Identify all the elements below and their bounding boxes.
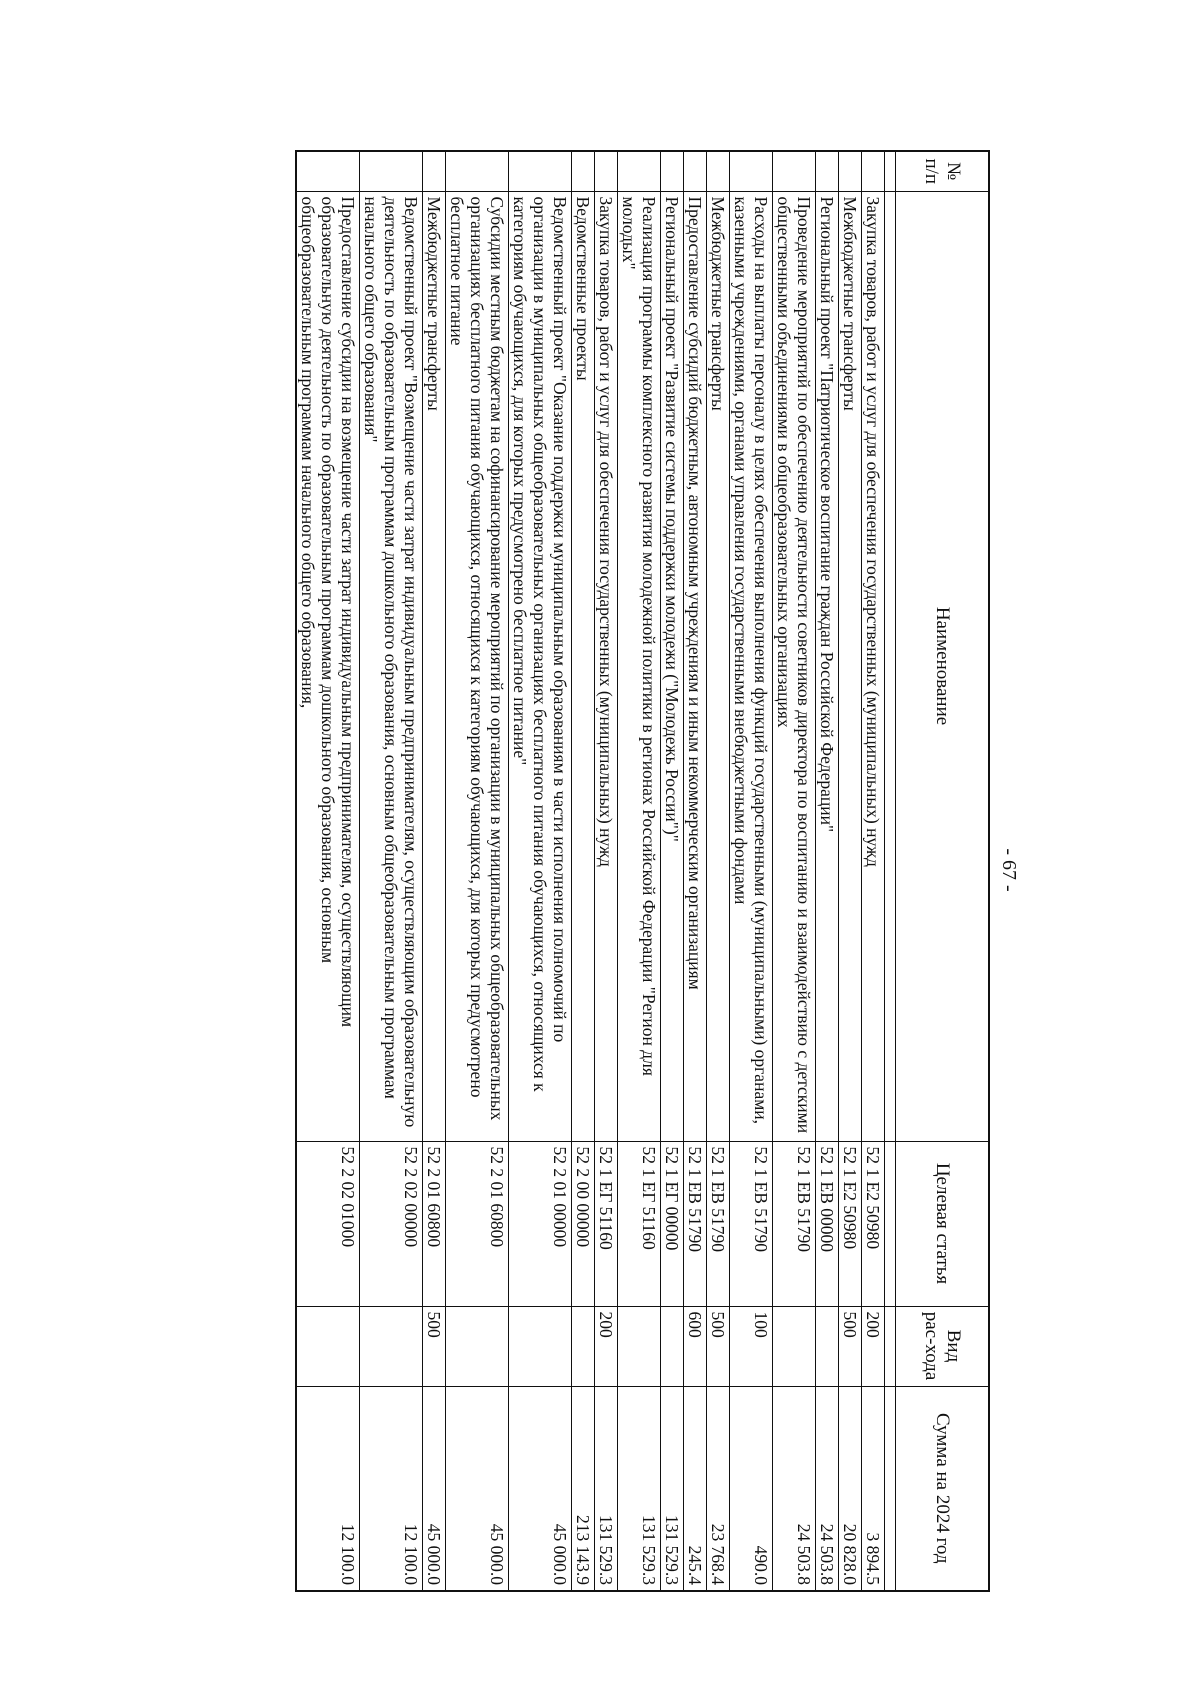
row-num-cell <box>595 151 618 191</box>
header-name: Наименование <box>896 191 990 1141</box>
table-row <box>446 151 509 1591</box>
row-kind-cell <box>360 1306 423 1386</box>
row-kind-cell: 500 <box>839 1306 862 1386</box>
row-sum-cell: 24 503.8 <box>773 1386 816 1591</box>
table-row <box>862 151 885 1591</box>
table-row <box>707 151 730 1591</box>
table-row <box>839 151 862 1591</box>
row-target-cell: 52 1 ЕВ 00000 <box>816 1141 839 1306</box>
row-target-cell: 52 1 ЕВ 51790 <box>707 1141 730 1306</box>
table-row <box>572 151 595 1591</box>
row-sum-cell: 12 100.0 <box>296 1386 360 1591</box>
row-name-cell: Закупка товаров, работ и услуг для обеспечения государственных (муниципальных) нужд <box>862 191 885 1141</box>
row-num-cell <box>862 151 885 191</box>
header-row <box>896 151 990 1591</box>
row-kind-cell <box>816 1306 839 1386</box>
row-name-cell: Межбюджетные трансферты <box>839 191 862 1141</box>
row-num-cell <box>661 151 684 191</box>
row-target-cell: 52 2 02 01000 <box>296 1141 360 1306</box>
row-num-cell <box>296 151 360 191</box>
table-row <box>360 151 423 1591</box>
table-row <box>684 151 707 1591</box>
row-sum-cell: 12 100.0 <box>360 1386 423 1591</box>
row-target-cell: 52 2 01 00000 <box>509 1141 572 1306</box>
row-kind-cell <box>773 1306 816 1386</box>
row-target-cell: 52 1 Е2 50980 <box>862 1141 885 1306</box>
row-kind-cell: 500 <box>707 1306 730 1386</box>
row-target-cell: 52 1 ЕГ 51160 <box>618 1141 661 1306</box>
row-kind-cell <box>446 1306 509 1386</box>
row-kind-cell <box>618 1306 661 1386</box>
row-sum-cell: 131 529.3 <box>661 1386 684 1591</box>
row-sum-cell: 131 529.3 <box>595 1386 618 1591</box>
row-sum-cell: 24 503.8 <box>816 1386 839 1591</box>
row-sum-cell: 213 143.9 <box>572 1386 595 1591</box>
row-target-cell: 52 2 02 00000 <box>360 1141 423 1306</box>
row-name-cell: Межбюджетные трансферты <box>423 191 446 1141</box>
header-sum: Сумма на 2024 год <box>896 1386 990 1591</box>
row-kind-cell: 200 <box>595 1306 618 1386</box>
row-target-cell: 52 1 ЕВ 51790 <box>773 1141 816 1306</box>
table-row <box>730 151 773 1591</box>
row-name-cell: Предоставление субсидии на возмещение части затрат индивидуальным предпринимателям, осуществляющим образовательную деятельность по образовательным программам дошкольного образования, основным общеобразовательным программам начального общего образования, <box>296 191 360 1141</box>
row-sum-cell: 20 828.0 <box>839 1386 862 1591</box>
row-target-cell: 52 1 ЕВ 51790 <box>684 1141 707 1306</box>
row-num-cell <box>572 151 595 191</box>
row-num-cell <box>684 151 707 191</box>
table-row <box>423 151 446 1591</box>
row-sum-cell: 3 894.5 <box>862 1386 885 1591</box>
table-row <box>661 151 684 1591</box>
budget-table <box>295 150 990 1592</box>
row-target-cell: 52 2 01 60800 <box>446 1141 509 1306</box>
row-kind-cell <box>296 1306 360 1386</box>
row-num-cell <box>423 151 446 191</box>
row-kind-cell <box>572 1306 595 1386</box>
row-name-cell: Закупка товаров, работ и услуг для обеспечения государственных (муниципальных) нужд <box>595 191 618 1141</box>
row-name-cell: Региональный проект "Патриотическое воспитание граждан Российской Федерации" <box>816 191 839 1141</box>
row-target-cell: 52 1 ЕВ 51790 <box>730 1141 773 1306</box>
row-name-cell: Субсидии местным бюджетам на софинансирование мероприятий по организации в муниципальных общеобразовательных организациях бесплатного питания обучающихся, относящихся к категориям обучающихся, для которых предусмотрено бесплатное питание <box>446 191 509 1141</box>
row-kind-cell: 500 <box>423 1306 446 1386</box>
table-row <box>296 151 360 1591</box>
header-kind: Вид рас-хода <box>896 1306 990 1386</box>
row-num-cell <box>618 151 661 191</box>
header-num: № п/п <box>896 151 990 191</box>
row-sum-cell: 45 000.0 <box>446 1386 509 1591</box>
row-num-cell <box>509 151 572 191</box>
row-sum-cell: 131 529.3 <box>618 1386 661 1591</box>
header-target: Целевая статья <box>896 1141 990 1306</box>
row-num-cell <box>360 151 423 191</box>
spacer-row <box>885 151 896 1591</box>
row-kind-cell: 200 <box>862 1306 885 1386</box>
row-target-cell: 52 2 01 60800 <box>423 1141 446 1306</box>
row-num-cell <box>816 151 839 191</box>
row-sum-cell: 45 000.0 <box>423 1386 446 1591</box>
row-num-cell <box>730 151 773 191</box>
row-sum-cell: 245.4 <box>684 1386 707 1591</box>
table-row <box>773 151 816 1591</box>
row-name-cell: Расходы на выплаты персоналу в целях обеспечения выполнения функций государственными (муниципальными) органами, казенными учреждениями, органами управления государственными внебюджетными фондами <box>730 191 773 1141</box>
row-num-cell <box>839 151 862 191</box>
row-kind-cell: 100 <box>730 1306 773 1386</box>
row-sum-cell: 45 000.0 <box>509 1386 572 1591</box>
row-sum-cell: 490.0 <box>730 1386 773 1591</box>
row-name-cell: Реализация программы комплексного развития молодежной политики в регионах Российской Федерации "Регион для молодых" <box>618 191 661 1141</box>
row-kind-cell <box>509 1306 572 1386</box>
row-name-cell: Проведение мероприятий по обеспечению деятельности советников директора по воспитанию и взаимодействию с детскими общественными объединениями в общеобразовательных организациях <box>773 191 816 1141</box>
row-sum-cell: 23 768.4 <box>707 1386 730 1591</box>
row-num-cell <box>707 151 730 191</box>
row-name-cell: Ведомственный проект "Возмещение части затрат индивидуальным предпринимателям, осуществляющим образовательную деятельность по образовательным программам дошкольного образования, основным общеобразовательным программам начального общего образования" <box>360 191 423 1141</box>
row-name-cell: Межбюджетные трансферты <box>707 191 730 1141</box>
row-kind-cell <box>661 1306 684 1386</box>
table-body <box>296 151 896 1591</box>
row-num-cell <box>773 151 816 191</box>
row-num-cell <box>446 151 509 191</box>
row-name-cell: Ведомственные проекты <box>572 191 595 1141</box>
table-row <box>816 151 839 1591</box>
page-number: - 67 - <box>998 848 1020 892</box>
table-row <box>595 151 618 1591</box>
rotated-page <box>140 150 1020 1590</box>
table-row <box>509 151 572 1591</box>
row-name-cell: Ведомственный проект "Оказание поддержки муниципальным образованиям в части исполнения полномочий по организации в муниципальных общеобразовательных организациях бесплатного питания обучающихся, относящихся к категориям обучающихся, для которых предусмотрено бесплатное питание" <box>509 191 572 1141</box>
row-name-cell: Региональный проект "Развитие системы поддержки молодежи ("Молодежь России")" <box>661 191 684 1141</box>
table-row <box>618 151 661 1591</box>
row-kind-cell: 600 <box>684 1306 707 1386</box>
row-target-cell: 52 1 ЕГ 00000 <box>661 1141 684 1306</box>
row-target-cell: 52 1 Е2 50980 <box>839 1141 862 1306</box>
row-name-cell: Предоставление субсидий бюджетным, автономным учреждениям и иным некоммерческим организациям <box>684 191 707 1141</box>
row-target-cell: 52 2 00 00000 <box>572 1141 595 1306</box>
row-target-cell: 52 1 ЕГ 51160 <box>595 1141 618 1306</box>
